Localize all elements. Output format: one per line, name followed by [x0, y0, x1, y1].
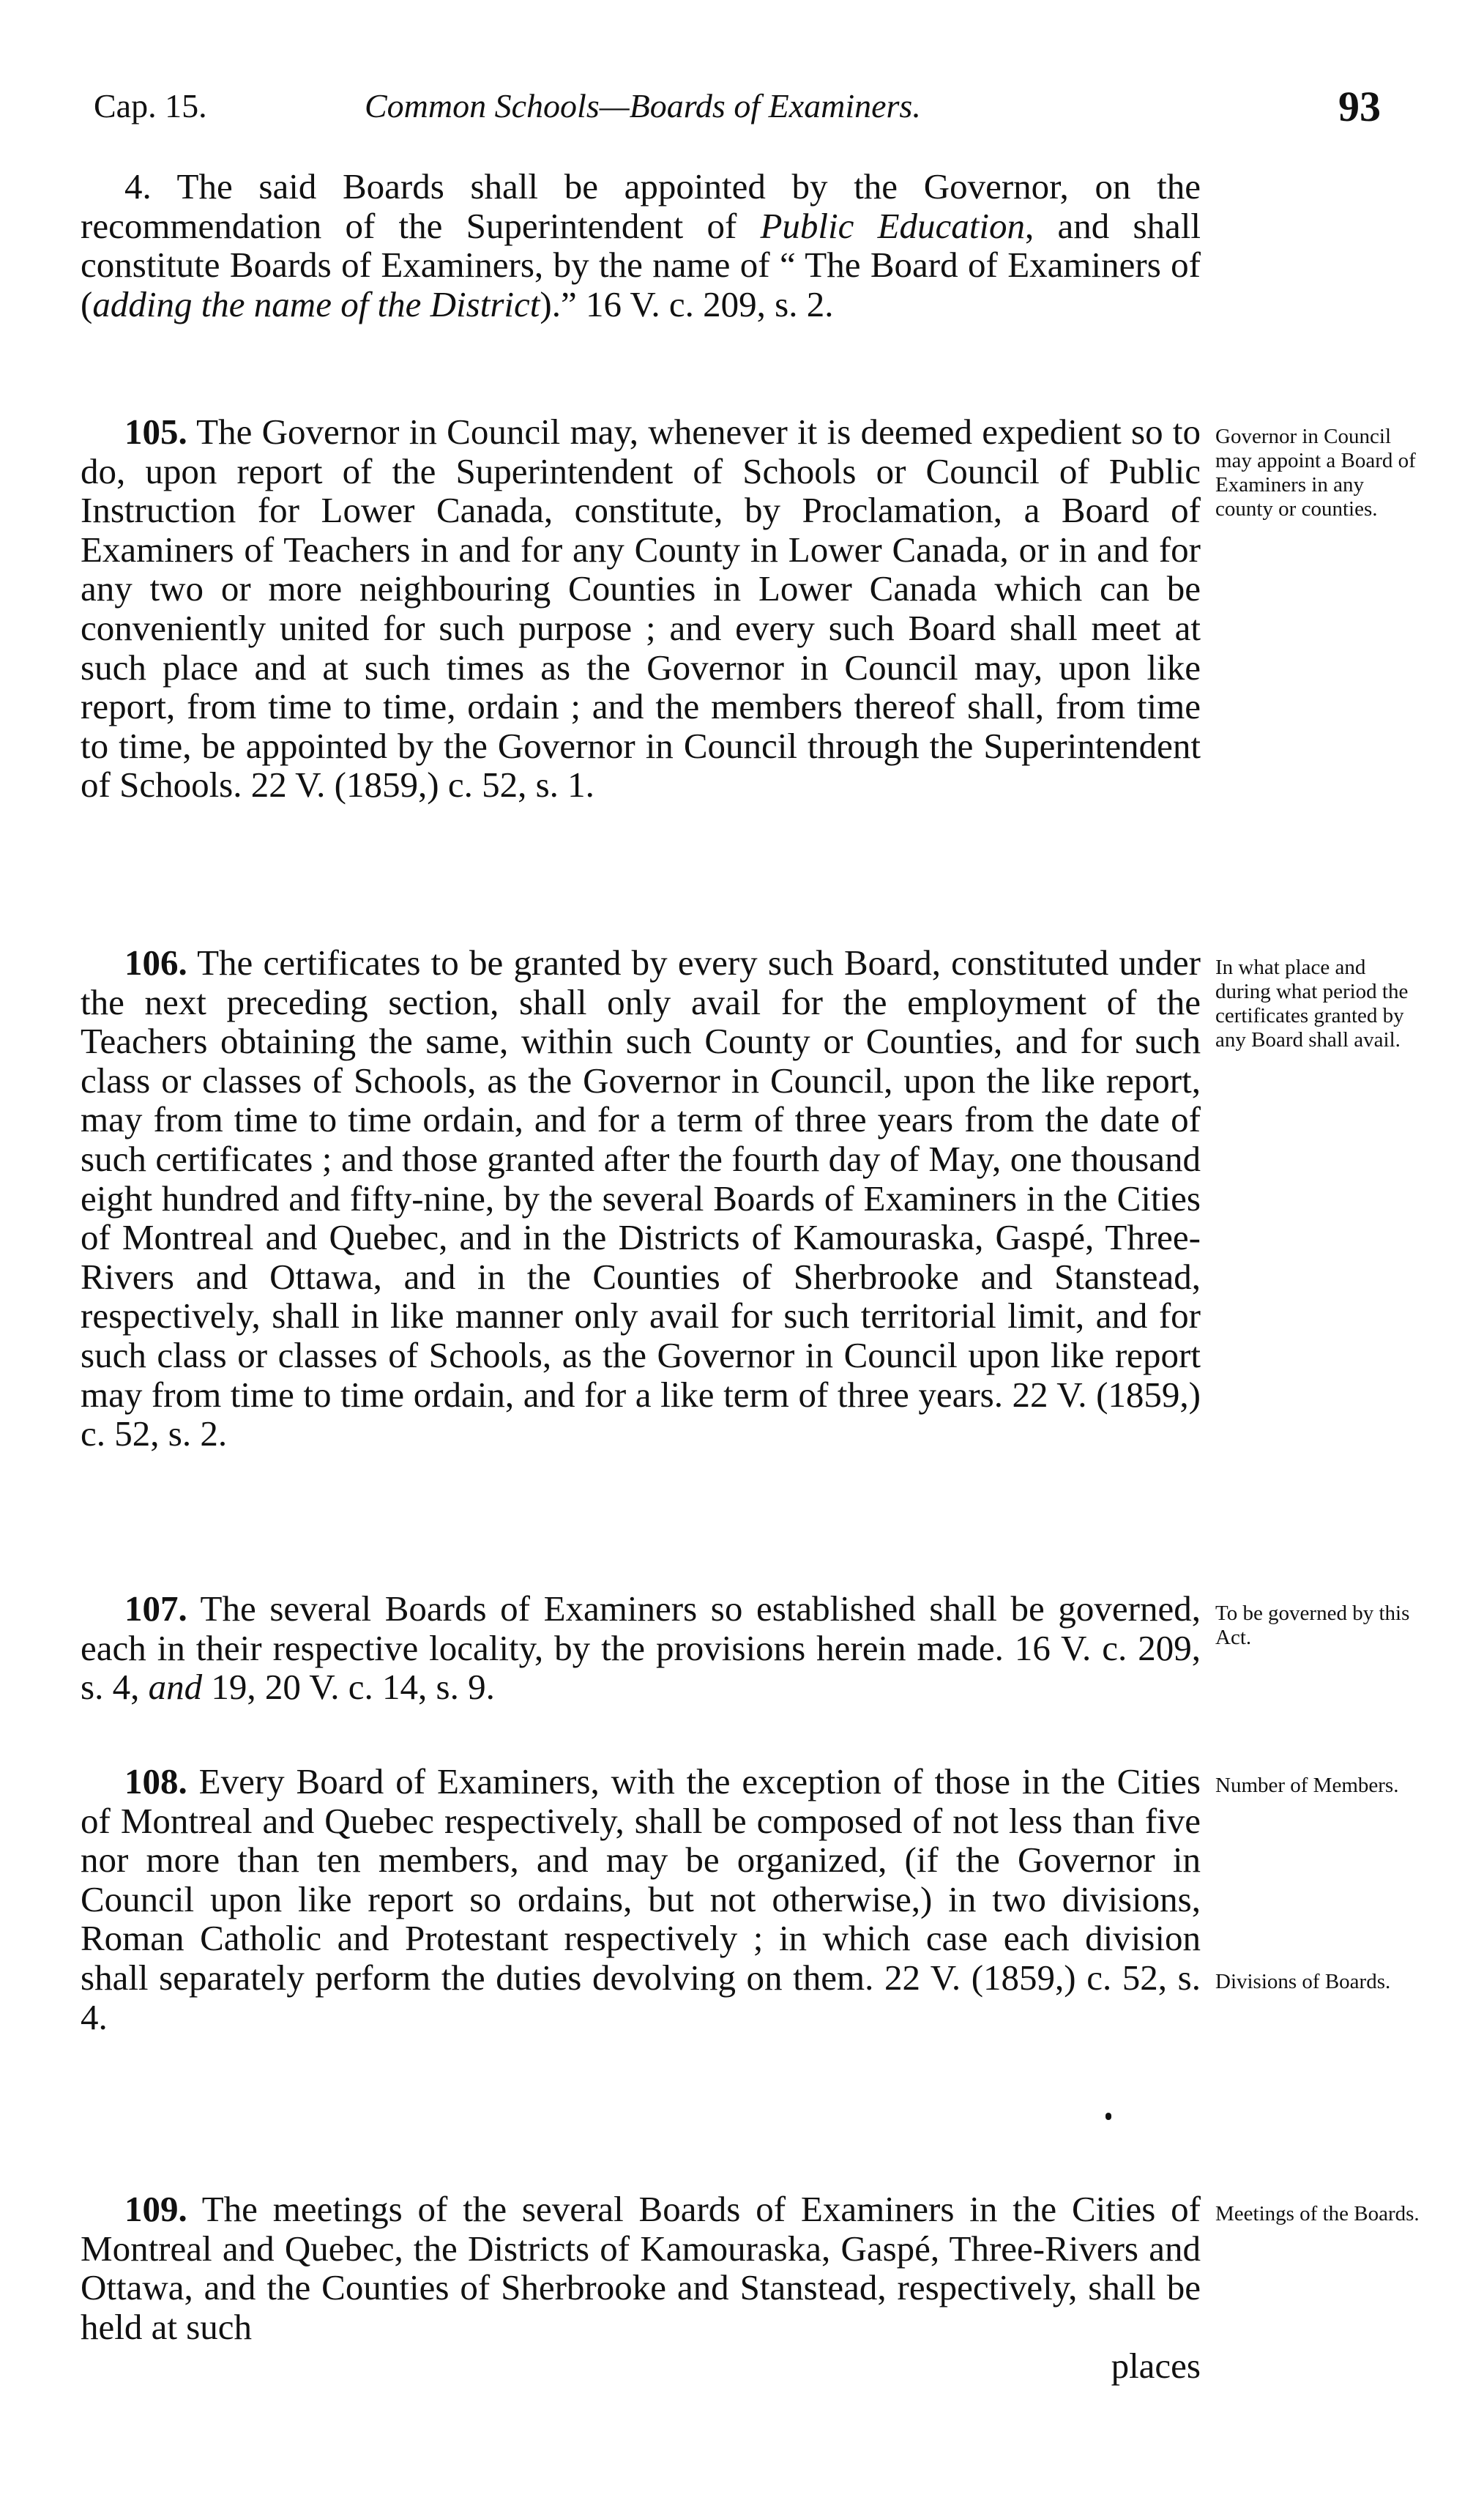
section-105 [81, 412, 1201, 805]
chapter-label: Cap. 15. [94, 87, 207, 124]
catchword: places [1111, 2346, 1201, 2387]
section-text: Every Board of Examiners, with the exception of those in the Cities of Montreal and Quebec respectively, shall be composed of not less than five nor more than ten members, and may be organized, (if the Governor in Council upon like report so ordains, but not otherwise,) in two divisions, Roman Catholic and Protestant respectively ; in which case each division shall separately perform the duties devolving on them. 22 V. (1859,) c. 52, s. 4. [81, 1761, 1201, 2037]
marginal-note-107: To be governed by this Act. [1215, 1602, 1410, 1649]
section-text: The certificates to be granted by every such Board, constituted under the next preceding section, shall only avail for the employment of the Teachers obtaining the same, within such County or Counties, and for such class or classes of Schools, as the Governor in Council, upon the like report, may from time to time ordain, and for a term of three years from the date of such certificates ; and those granted after the fourth day of May, one thousand eight hundred and fifty-nine, by the several Boards of Examiners in the Cities of Montreal and Quebec, and in the Districts of Kamouraska, Gaspé, Three-Rivers and Ottawa, and in the Counties of Sherbrooke and Stanstead, respectively, shall in like manner only avail for such territorial limit, and for such class or classes of Schools, as the Governor in Council upon like report may from time to time ordain, and for a like term of three years. 22 V. (1859,) c. 52, s. 2. [81, 942, 1201, 1454]
marginal-note-109: Meetings of the Boards. [1215, 2202, 1420, 2225]
section-number: 105. [124, 412, 187, 452]
marginal-note-106: In what place and during what period the certificates granted by any Board shall avail. [1215, 956, 1409, 1052]
section-109 [81, 2190, 1201, 2386]
running-title: Common Schools—Boards of Examiners. [365, 87, 921, 124]
marginal-note-105: Governor in Council may appoint a Board of Examiners in any county or counties. [1215, 425, 1416, 521]
section-number: 4. [124, 166, 152, 207]
section-text: The meetings of the several Boards of Examiners in the Cities of Montreal and Quebec, the Districts of Kamouraska, Gaspé, Three-Rivers and Ottawa, and the Counties of Sherbrooke and Stanstead, respectively, shall be held at such [81, 2189, 1201, 2347]
stray-mark [1105, 2113, 1111, 2120]
section-number: 106. [124, 942, 187, 983]
section-108 [81, 1762, 1201, 2037]
section-text: The Governor in Council may, whenever it is deemed expedient so to do, upon report of the Superintendent of Schools or Council of Public Instruction for Lower Canada, constitute, by Proclamation, a Board of Examiners of Teachers in and for any County in Lower Canada, or in and for any two or more neighbouring Counties in Lower Canada which can be conveniently united for such purpose ; and every such Board shall meet at such place and at such times as the Governor in Council may, upon like report, from time to time, ordain ; and the members thereof shall, from time to time, be appointed by the Governor in Council through the Superintendent of Schools. 22 V. (1859,) c. 52, s. 1. [81, 412, 1201, 806]
section-4: 4. The said Boards shall be appointed by the Governor, on the recommendation of the Superintendent of Public Education, and shall constitute Boards of Examiners, by the name of “ The Board of Examiners of (adding the name of the District).” 16 V. c. 209, s. 2. [81, 166, 1201, 324]
marginal-note-108-members: Number of Members. [1215, 1774, 1399, 1797]
running-header [94, 83, 1412, 145]
section-107: 107. The several Boards of Examiners so established shall be governed, each in their respective locality, by the provisions herein made. 16 V. c. 209, s. 4, and 19, 20 V. c. 14, s. 9. [81, 1588, 1201, 1708]
section-106 [81, 943, 1201, 1454]
section-number: 108. [124, 1761, 187, 1801]
page-number: 93 [1338, 83, 1381, 130]
section-number: 109. [124, 2189, 187, 2229]
section-number: 107. [124, 1588, 187, 1629]
marginal-note-108-divisions: Divisions of Boards. [1215, 1970, 1391, 1993]
